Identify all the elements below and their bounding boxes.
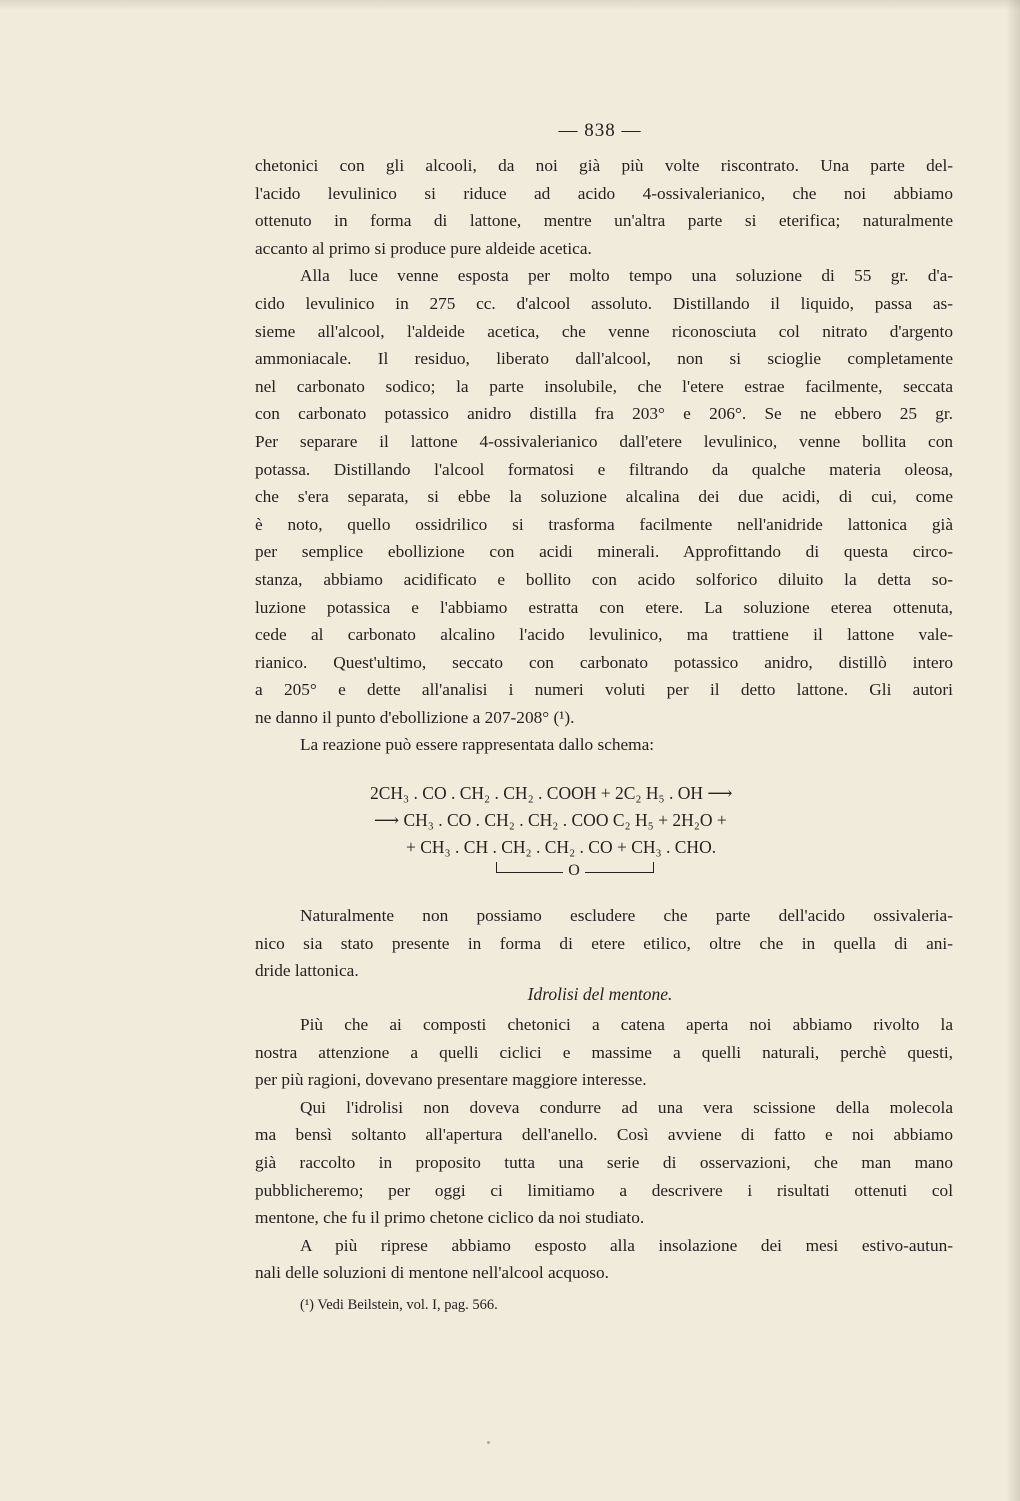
text-line: ma bensì soltanto all'apertura dell'anello. Così avviene di fatto e noi abbiamo [255, 1125, 953, 1145]
paragraph [255, 1232, 953, 1287]
text-line: ne danno il punto d'ebollizione a 207-208° (¹). [255, 707, 575, 727]
text-line: che s'era separata, si ebbe la soluzione alcalina dei due acidi, di cui, come [255, 487, 953, 507]
paragraph [255, 1094, 953, 1232]
formula-line: ⟶ CH₃ . CO . CH₂ . CH₂ . COO C₂ H₅ + 2H₂O + [374, 810, 727, 830]
text-line: rianico. Quest'ultimo, seccato con carbonato potassico anidro, distillò intero [255, 652, 953, 672]
section-heading: Idrolisi del mentone. [527, 984, 673, 1004]
text-line: nel carbonato sodico; la parte insolubile, che l'etere estrae facilmente, seccata [255, 376, 953, 396]
text-line: per più ragioni, dovevano presentare maggiore interesse. [255, 1070, 647, 1090]
text-line: ammoniacale. Il residuo, liberato dall'alcool, non si scioglie completamente [255, 349, 953, 369]
body-text [255, 152, 953, 759]
text-line: dride lattonica. [255, 961, 359, 981]
text-line: Per separare il lattone 4-ossivalerianico dall'etere levulinico, venne bollita con [255, 431, 953, 451]
text-line: chetonici con gli alcooli, da noi già più volte riscontrato. Una parte del- [255, 156, 953, 175]
paragraph [255, 152, 953, 262]
paragraph [255, 902, 953, 985]
text-line: nali delle soluzioni di mentone nell'alcool acquoso. [255, 1263, 609, 1283]
text-line: accanto al primo si produce pure aldeide acetica. [255, 238, 592, 258]
paragraph [255, 731, 953, 759]
page-number: — 838 — [558, 120, 642, 141]
text-line: con carbonato potassico anidro distilla fra 203° e 206°. Se ne ebbero 25 gr. [255, 404, 953, 424]
text-line: Naturalmente non possiamo escludere che parte dell'acido ossivaleria- [300, 906, 953, 925]
footnote: (¹) Vedi Beilstein, vol. I, pag. 566. [300, 1297, 498, 1313]
text-line: Più che ai composti chetonici a catena aperta noi abbiamo rivolto la [300, 1015, 953, 1034]
body-text [255, 902, 953, 985]
text-line: La reazione può essere rappresentata dallo schema: [300, 735, 655, 755]
text-line: luzione potassica e l'abbiamo estratta con etere. La soluzione eterea ottenuta, [255, 597, 953, 617]
text-line: nico sia stato presente in forma di etere etilico, oltre che in quella di ani- [255, 933, 953, 953]
text-line: a 205° e dette all'analisi i numeri voluti per il detto lattone. Gli autori [255, 680, 953, 700]
text-line: già raccolto in proposito tutta una serie di osservazioni, che man mano [255, 1152, 953, 1172]
text-line: mentone, che fu il primo chetone ciclico da noi studiato. [255, 1208, 645, 1228]
text-line: potassa. Distillando l'alcool formatosi e filtrando da qualche materia oleosa, [255, 459, 953, 479]
paper-speck [487, 1441, 490, 1444]
paragraph [255, 1011, 953, 1094]
text-line: A più riprese abbiamo esposto alla insolazione dei mesi estivo-autun- [300, 1235, 953, 1255]
text-line: per semplice ebollizione con acidi minerali. Approfittando di questa circo- [255, 542, 953, 562]
text-line: l'acido levulinico si riduce ad acido 4-ossivalerianico, che noi abbiamo [255, 183, 953, 203]
text-line: sieme all'alcool, l'aldeide acetica, che venne riconosciuta col nitrato d'argento [255, 321, 953, 341]
formula-line: 2CH₃ . CO . CH₂ . CH₂ . COOH + 2C₂ H₅ . OH ⟶ [370, 783, 733, 803]
lactone-oxygen-label: O [563, 861, 585, 881]
text-line: pubblicheremo; per oggi ci limitiamo a descrivere i risultati ottenuti col [255, 1180, 953, 1200]
page-edge-shadow [1006, 0, 1020, 1501]
text-line: nostra attenzione a quelli ciclici e massime a quelli naturali, perchè questi, [255, 1042, 953, 1062]
paragraph [255, 262, 953, 731]
page-edge-shadow [0, 0, 1020, 10]
formula-line: + CH₃ . CH . CH₂ . CH₂ . CO + CH₃ . CHO. [406, 837, 717, 857]
text-line: Qui l'idrolisi non doveva condurre ad una vera scissione della molecola [300, 1097, 953, 1117]
text-line: cede al carbonato alcalino l'acido levulinico, ma trattiene il lattone vale- [255, 625, 953, 645]
text-line: Alla luce venne esposta per molto tempo una soluzione di 55 gr. d'a- [300, 266, 953, 286]
reaction-scheme [360, 780, 860, 861]
text-line: stanza, abbiamo acidificato e bollito con acido solforico diluito la detta so- [255, 569, 953, 589]
text-line: ottenuto in forma di lattone, mentre un'altra parte si eterifica; naturalmente [255, 211, 953, 231]
text-line: è noto, quello ossidrilico si trasforma facilmente nell'anidride lattonica già [255, 514, 953, 534]
text-line: cido levulinico in 275 cc. d'alcool assoluto. Distillando il liquido, passa as- [255, 293, 953, 313]
body-text [255, 1011, 953, 1287]
